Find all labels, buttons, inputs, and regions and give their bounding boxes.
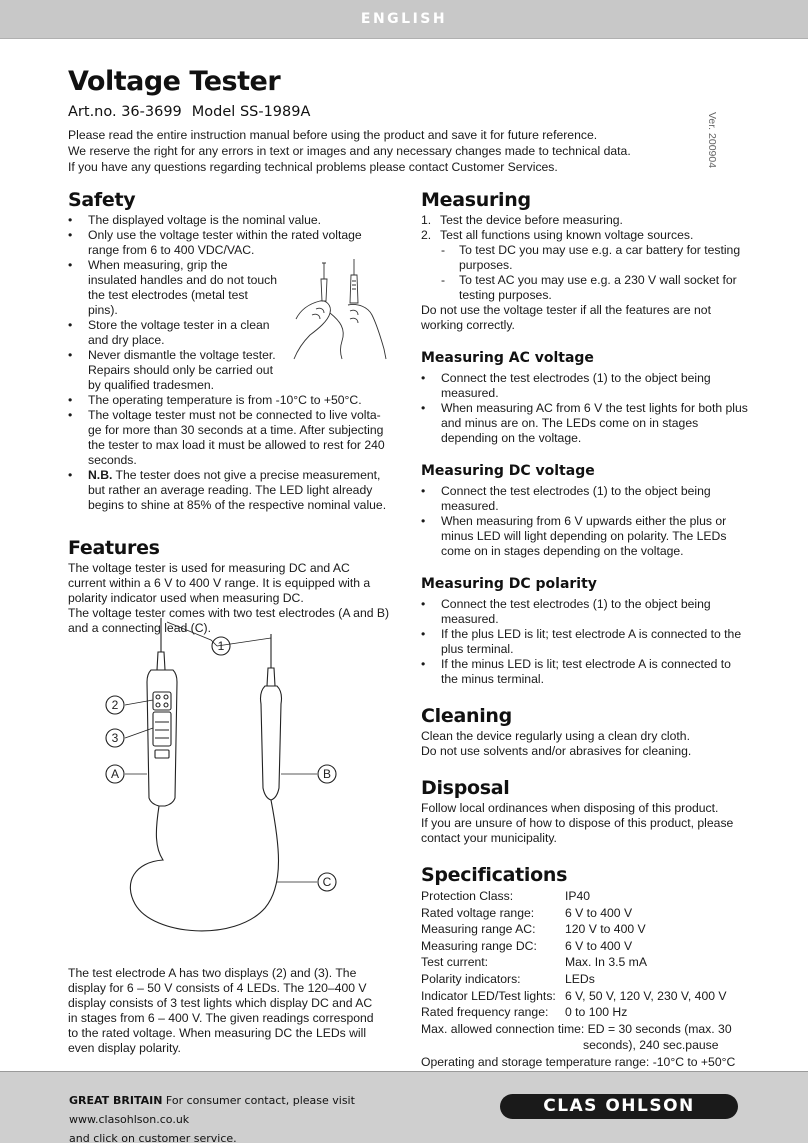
spec-row: Measuring range DC: 6 V to 400 V bbox=[421, 938, 633, 953]
list-item: 2. Test all functions using known voltage sources. - To test DC you may use e.g. a car battery for testing purposes. - To test AC you may use e.g. a 230 V wall socket for testing purposes. bbox=[421, 228, 751, 303]
disposal-line: If you are unsure of how to dispose of this product, please contact your municipality. bbox=[421, 816, 734, 845]
features-text: The voltage tester is used for measuring DC and AC current within a 6 V to 400 V range. It is equipped with a polarity indicator used when measuring DC. bbox=[68, 561, 371, 605]
spec-table bbox=[421, 888, 751, 1071]
features-heading: Features bbox=[68, 537, 160, 559]
spec-row: Rated voltage range: 6 V to 400 V bbox=[421, 905, 633, 920]
electrode-a-tip bbox=[157, 618, 165, 670]
article-number bbox=[68, 104, 310, 120]
spec-row: Measuring range AC: 120 V to 400 V bbox=[421, 922, 646, 937]
spec-row: Test current: Max. In 3.5 mA bbox=[421, 955, 647, 970]
version-label: Ver. 200904 bbox=[706, 112, 718, 169]
callout-1: 1 bbox=[217, 639, 225, 653]
list-item: • Only use the voltage tester within the rated voltage range from 6 to 400 VDC/VAC. bbox=[68, 228, 390, 258]
spec-row: Protection Class: IP40 bbox=[421, 889, 591, 903]
callout-b: B bbox=[322, 767, 332, 781]
list-item: • Connect the test electrodes (1) to the object being measured. bbox=[421, 484, 751, 514]
dc-heading: Measuring DC voltage bbox=[421, 463, 595, 479]
connecting-lead bbox=[130, 800, 278, 931]
footer-contact-text: GREAT BRITAIN For consumer contact, please visit www.clasohlson.co.uk and click on customer service. bbox=[69, 1094, 355, 1145]
spec-row: Polarity indicators: LEDs bbox=[421, 971, 595, 986]
hands-holding-tester-illustration bbox=[288, 249, 396, 361]
features-text: The voltage tester comes with two test electrodes (A and B) and a connecting lead (C). bbox=[68, 606, 390, 635]
list-item: • When measuring from 6 V upwards either the plus or minus LED will light depending on polarity. The LEDs come on in stages depending on the voltage. bbox=[421, 514, 751, 559]
electrode-b-tip bbox=[267, 634, 275, 686]
list-item: • When measuring, grip the insulated handles and do not touch the test electrodes (metal test pins). bbox=[68, 258, 390, 318]
clas-ohlson-logo: CLAS OHLSON bbox=[500, 1094, 738, 1119]
measuring-heading: Measuring bbox=[421, 189, 531, 211]
list-item: 1. Test the device before measuring. bbox=[421, 213, 623, 227]
spec-row: Indicator LED/Test lights: 6 V, 50 V, 120 V, 230 V, 400 V bbox=[421, 988, 727, 1003]
intro-line: If you have any questions regarding technical problems please contact Customer Services. bbox=[68, 160, 558, 174]
intro-text bbox=[68, 127, 758, 175]
intro-line: We reserve the right for any errors in text or images and any necessary changes made to technical data. bbox=[68, 144, 631, 158]
safety-heading: Safety bbox=[68, 189, 136, 211]
right-column bbox=[421, 188, 751, 1071]
callout-2: 2 bbox=[111, 698, 119, 712]
list-item: - To test AC you may use e.g. a 230 V wall socket for testing purposes. bbox=[440, 273, 751, 303]
language-bar bbox=[0, 0, 808, 39]
callout-a: A bbox=[110, 767, 120, 781]
spec-row: Rated frequency range: 0 to 100 Hz bbox=[421, 1005, 628, 1020]
list-item: • The operating temperature is from -10°C to +50°C. bbox=[68, 393, 390, 408]
sub-list bbox=[440, 243, 751, 303]
list-item: • If the plus LED is lit; test electrode A is connected to the plus terminal. bbox=[421, 627, 751, 657]
list-item: - To test DC you may use e.g. a car battery for testing purposes. bbox=[440, 243, 751, 273]
specifications-heading: Specifications bbox=[421, 864, 568, 886]
cleaning-heading: Cleaning bbox=[421, 705, 512, 727]
list-item: • When measuring AC from 6 V the test lights for both plus and minus are on. The LEDs come on in stages depending on the voltage. bbox=[421, 401, 751, 446]
measuring-steps bbox=[421, 213, 751, 303]
display-2 bbox=[153, 692, 171, 710]
dc-list bbox=[421, 484, 751, 559]
list-item: • Connect the test electrodes (1) to the object being measured. bbox=[421, 371, 751, 401]
display-3 bbox=[153, 712, 171, 746]
list-item: • The displayed voltage is the nominal value. bbox=[68, 213, 390, 228]
nb-text: The tester does not give a precise measurement, but rather an average reading. The LED light already begins to shine at 85% of the respective nominal value. bbox=[88, 468, 387, 512]
footer-country: GREAT BRITAIN bbox=[69, 1094, 163, 1107]
model-number: Model SS-1989A bbox=[191, 104, 311, 120]
callout-3: 3 bbox=[111, 731, 119, 745]
list-item: • The voltage tester must not be connected to live volta-ge for more than 30 seconds at a time. After subjecting the tester to max load it must be allowed to rest for 240 seconds. bbox=[68, 408, 390, 468]
page-title: Voltage Tester bbox=[68, 66, 281, 97]
callout-c: C bbox=[322, 875, 332, 889]
ac-heading: Measuring AC voltage bbox=[421, 350, 594, 366]
art-no: Art.no. 36-3699 bbox=[68, 104, 182, 120]
measuring-note: Do not use the voltage tester if all the features are not working correctly. bbox=[421, 303, 711, 332]
display-description: The test electrode A has two displays (2) and (3). The display for 6 – 50 V consists of 4 LEDs. The 120–400 V display consists of 3 test lights which display DC and AC in stages from 6 – 400 V. The given readings correspond to the rated voltage. When measuring DC the LEDs will even display polarity. bbox=[68, 966, 374, 1055]
intro-line: Please read the entire instruction manual before using the product and save it for future reference. bbox=[68, 128, 598, 142]
list-item: • Never dismantle the voltage tester. Repairs should only be carried out by qualified tradesmen. bbox=[68, 348, 390, 393]
electrode-b-body bbox=[261, 686, 282, 800]
language-label: ENGLISH bbox=[360, 11, 448, 27]
disposal-line: Follow local ordinances when disposing of this product. bbox=[421, 801, 719, 815]
polarity-heading: Measuring DC polarity bbox=[421, 576, 597, 592]
cleaning-line: Do not use solvents and/or abrasives for cleaning. bbox=[421, 744, 692, 758]
nb-label: N.B. bbox=[88, 468, 113, 482]
disposal-heading: Disposal bbox=[421, 777, 510, 799]
cleaning-line: Clean the device regularly using a clean dry cloth. bbox=[421, 729, 690, 743]
polarity-list bbox=[421, 597, 751, 687]
ac-list bbox=[421, 371, 751, 446]
spec-row-max-connection: Max. allowed connection time: ED = 30 seconds (max. 30 seconds), 240 sec.pause bbox=[421, 1021, 732, 1053]
spec-row-temperature: Operating and storage temperature range: -10°C to +50°C bbox=[421, 1054, 736, 1069]
features-after-text bbox=[68, 966, 374, 1056]
list-item: • If the minus LED is lit; test electrode A is connected to the minus terminal. bbox=[421, 657, 751, 687]
voltage-tester-diagram bbox=[95, 612, 355, 964]
footer bbox=[0, 1071, 808, 1143]
list-item: • Connect the test electrodes (1) to the object being measured. bbox=[421, 597, 751, 627]
list-item bbox=[68, 468, 390, 513]
list-item: • Store the voltage tester in a clean and dry place. bbox=[68, 318, 390, 348]
